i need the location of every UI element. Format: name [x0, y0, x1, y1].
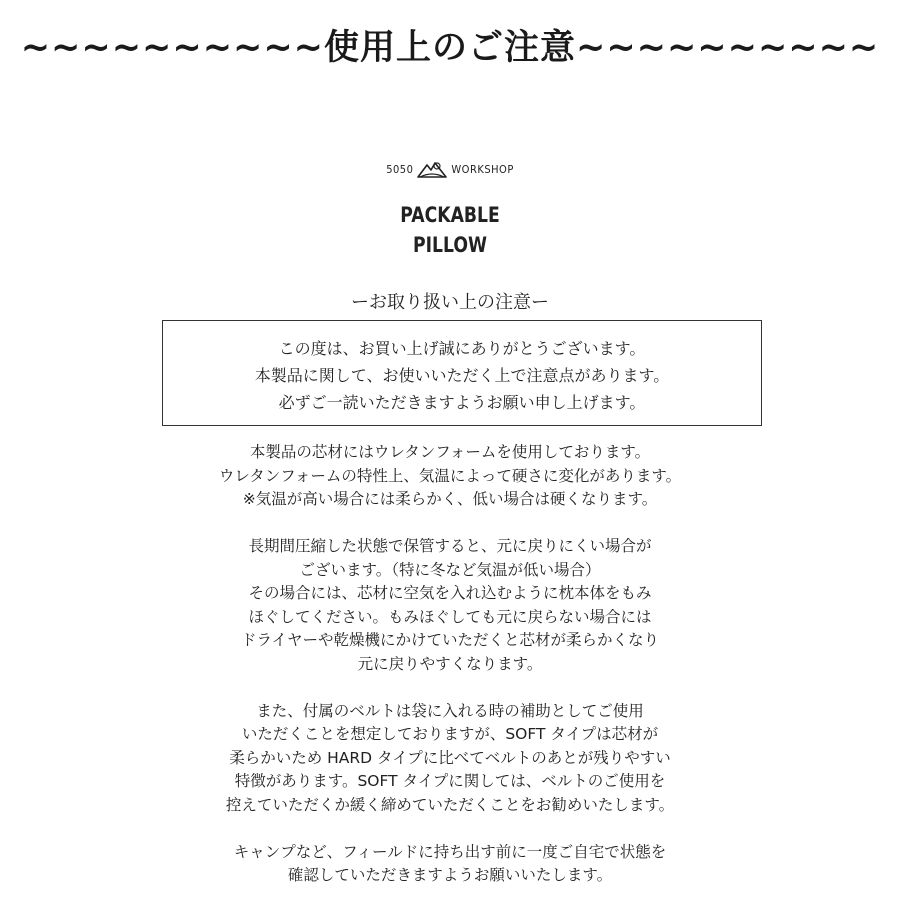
mountain-logo-icon — [417, 160, 447, 178]
notice-line: この度は、お買い上げ誠にありがとうございます。 — [278, 339, 646, 358]
notice-line: 本製品に関して、お使いいただく上で注意点があります。 — [254, 366, 670, 385]
paragraph-line: いただくことを想定しておりますが、SOFT タイプは芯材が — [241, 725, 659, 743]
body-text — [0, 441, 900, 888]
paragraph-line: 控えていただくか緩く締めていただくことをお勧めいたします。 — [225, 795, 675, 814]
notice-line: 必ずご一読いただきますようお願い申し上げます。 — [278, 393, 646, 412]
paragraph-line: キャンプなど、フィールドに持ち出す前に一度ご自宅で状態を — [233, 842, 667, 861]
paragraph-spacer — [0, 512, 900, 536]
paragraph-storage — [0, 535, 900, 676]
brand-left-text: 5050 — [386, 162, 414, 176]
paragraph-line: 確認していただきますようお願いいたします。 — [287, 866, 613, 884]
paragraph-check-before-use — [0, 841, 900, 888]
brand-right-text: WORKSHOP — [451, 162, 514, 176]
product-name — [81, 200, 819, 260]
brand-logo — [0, 160, 900, 178]
paragraph-line: ウレタンフォームの特性上、気温によって硬さに変化があります。 — [218, 466, 682, 485]
section-heading: ーお取り扱い上の注意ー — [351, 292, 549, 313]
paragraph-foam-properties — [0, 441, 900, 512]
notice-box — [162, 320, 762, 426]
paragraph-line: 本製品の芯材にはウレタンフォームを使用しております。 — [249, 443, 651, 461]
paragraph-line: ※気温が高い場合には柔らかく、低い場合は硬くなります。 — [242, 490, 658, 508]
paragraph-line: 柔らかいため HARD タイプに比べてベルトのあとが残りやすい — [229, 748, 671, 767]
page-title: ~~~~~~~~~~使用上のご注意~~~~~~~~~~ — [20, 28, 880, 68]
paragraph-spacer — [0, 817, 900, 841]
paragraph-line: 元に戻りやすくなります。 — [357, 654, 543, 673]
paragraph-line: また、付属のベルトは袋に入れる時の補助としてご使用 — [256, 701, 644, 720]
paragraph-belt-usage — [0, 700, 900, 818]
paragraph-spacer — [0, 676, 900, 700]
paragraph-line: 特徴があります。SOFT タイプに関しては、ベルトのご使用を — [234, 772, 666, 790]
product-name-line1: PACKABLE — [400, 203, 500, 227]
paragraph-line: 長期間圧縮した状態で保管すると、元に戻りにくい場合が — [248, 537, 652, 555]
paragraph-line: ございます。（特に冬など気温が低い場合） — [299, 560, 601, 579]
paragraph-line: ドライヤーや乾燥機にかけていただくと芯材が柔らかくなり — [240, 631, 660, 649]
paragraph-line: その場合には、芯材に空気を入れ込むように枕本体をもみ — [248, 584, 652, 602]
product-name-line2: PILLOW — [412, 233, 487, 257]
paragraph-line: ほぐしてください。もみほぐしても元に戻らない場合には — [248, 607, 652, 626]
